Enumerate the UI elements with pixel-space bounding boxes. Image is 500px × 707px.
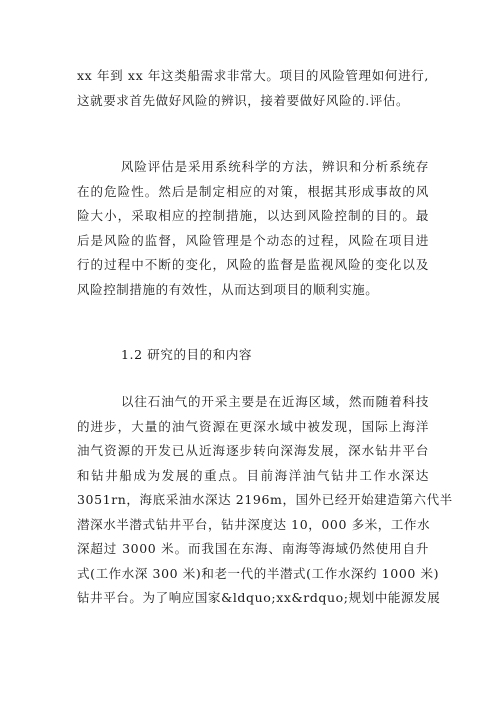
- section-heading: 1.2 研究的目的和内容: [121, 347, 253, 362]
- text-line: 油气资源的开发已从近海逐步转向深海发展，深水钻井平台: [77, 443, 429, 458]
- paragraph-intro: [77, 64, 429, 113]
- text-line: 以往石油气的开采主要是在近海区域，然而随着科技: [121, 394, 429, 409]
- text-line: 在的危险性。然后是制定相应的对策，根据其形成事故的风: [77, 183, 429, 199]
- paragraph-research-purpose: [77, 390, 453, 611]
- text-line: 潜深水半潜式钻井平台，钻井深度达 10，000 多米，工作水: [77, 516, 431, 532]
- text-line: 这就要求首先做好风险的辨识，接着要做好风险的.评估。: [77, 92, 410, 108]
- text-line: xx 年到 xx 年这类船需求非常大。项目的风险管理如何进行,: [77, 68, 429, 83]
- text-line: 钻井平台。为了响应国家&ldquo;xx&rdquo;规划中能源发展: [77, 590, 441, 605]
- text-line: 式(工作水深 300 米)和老一代的半潜式(工作水深约 1000 米): [77, 565, 440, 581]
- text-line: 风险评估是采用系统科学的方法，辨识和分析系统存: [121, 159, 429, 174]
- text-line: 的进步，大量的油气资源在更深水域中被发现，国际上海洋: [77, 418, 429, 434]
- paragraph-risk-assessment: [77, 155, 429, 302]
- text-line: 险大小，采取相应的控制措施，以达到风险控制的目的。最: [77, 208, 429, 223]
- text-line: 3051rn，海底采油水深达 2196m，国外已经开始建造第六代半: [77, 492, 453, 507]
- text-line: 风险控制措施的有效性，从而达到项目的顺利实施。: [77, 281, 379, 297]
- text-line: 和钻井船成为发展的重点。目前海洋油气钻井工作水深达: [77, 467, 429, 483]
- text-line: 后是风险的监督，风险管理是个动态的过程，风险在项目进: [77, 232, 429, 248]
- text-line: 深超过 3000 米。而我国在东海、南海等海域仍然使用自升: [77, 541, 429, 556]
- text-line: 行的过程中不断的变化，风险的监督是监视风险的变化以及: [77, 257, 429, 272]
